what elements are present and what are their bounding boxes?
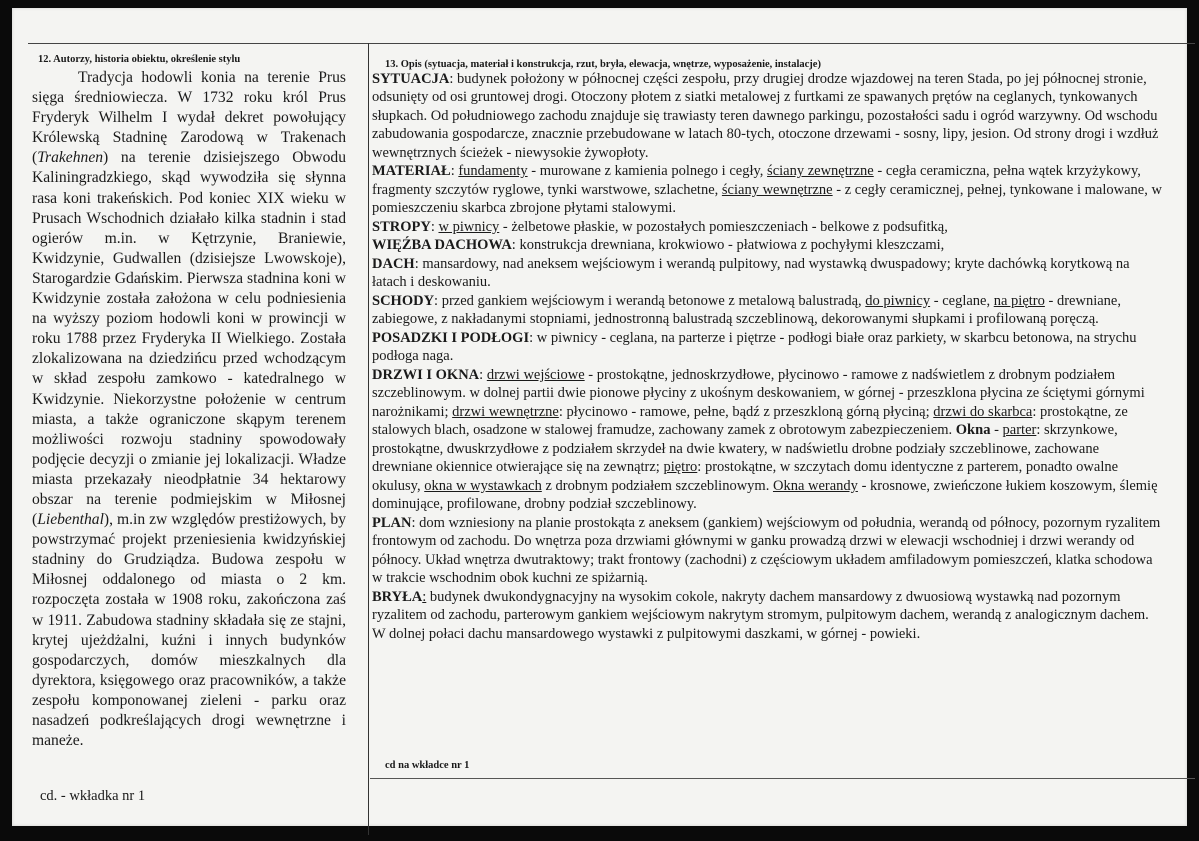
- section-text: -: [990, 422, 1003, 439]
- section-text: : konstrukcja drewniana, krokwiowo - płatwiowa z pochyłymi kleszczami,: [511, 237, 945, 254]
- section-text: : dom wzniesiony na planie prostokąta z aneksem (gankiem) wejściowym od południa, werandą od północy, pozornym ryzalitem frontowym od zachodu. Do wnętrza poza drzwiami głównymi w ganku prowadzą drzwi w elewacji wschodniej i drzwi werandy od północy. Układ wnętrza dwutraktowy; trakt frontowy (zachodni) z częściowym układem amfiladowym pomieszczeń, klatka schodowa w trakcie wschodnim obok kuchni ze spiżarnią.: [372, 514, 1161, 587]
- right-footer: cd na wkładce nr 1: [385, 760, 470, 771]
- bottom-rule: [370, 778, 1195, 779]
- section-text: z drobnym podziałem szczeblinowym.: [541, 477, 773, 494]
- section-text: : skrzynkowe, prostokątne, dwuskrzydłowe z podziałem skrzydeł na dwie kwatery, w nadświetlu drobne podziały szczeblinowe, zachowane drewniane okiennice otwierające się na zewnątrz;: [372, 422, 1118, 476]
- section-text: drzwi wejściowe: [486, 366, 585, 383]
- description-section: [372, 588, 1162, 643]
- description-section: [372, 329, 1162, 366]
- section-label: STROPY: [372, 218, 431, 235]
- description-section: [372, 162, 1162, 217]
- section-text: na piętro: [993, 292, 1045, 309]
- column-divider: [368, 43, 369, 835]
- description-column: [372, 70, 1162, 643]
- section-text: :: [422, 588, 427, 605]
- section-text: piętro: [663, 459, 698, 476]
- section-text: : budynek położony w północnej części zespołu, przy drugiej drodze wjazdowej na teren Stada, po jej północnej stronie, odsunięty od osi gruntowej drogi. Otoczony płotem z siatki metalowej z furtkami ze spawanych prętów na ceglanych, tynkowanych słupkach. Od południowego zachodu znajduje się trawiasty teren dawnego parkingu, pozostałości sadu i ogród warzywny. Od wschodu zabudowania gospodarcze, znacznie przebudowane w latach 80-tych, otoczone drzewami - sosny, lipy, jesion. Od strony drogi i wzdłuż wewnętrznych ścieżek - niewysokie żywopłoty.: [372, 71, 1159, 161]
- section-text: : mansardowy, nad aneksem wejściowym i werandą pulpitowy, nad wystawką dwuspadowy; kryte dachówką korytkową na łatach i deskowaniu.: [372, 255, 1130, 291]
- description-section: [372, 514, 1162, 588]
- section-text: :: [450, 163, 459, 180]
- section-text: - żelbetowe płaskie, w pozostałych pomieszczeniach - belkowe z podsufitką,: [499, 218, 948, 235]
- section-label: DRZWI I OKNA: [372, 366, 480, 383]
- history-column: [32, 68, 346, 751]
- section-label: SCHODY: [372, 292, 435, 309]
- section-text: fundamenty: [458, 163, 528, 180]
- section-text: okna w wystawkach: [424, 477, 542, 494]
- left-footer: cd. - wkładka nr 1: [40, 788, 146, 804]
- section-text: Okna werandy: [772, 477, 858, 494]
- section-text: - z cegły ceramicznej, pełnej, tynkowane i malowane, w pomieszczeniu skarbca zbrojone płytami stalowymi.: [372, 181, 1162, 217]
- section-text: - murowane z kamienia polnego i cegły,: [527, 163, 768, 180]
- section-text: : płycinowo - ramowe, pełne, bądź z przeszkloną górną płyciną;: [558, 403, 934, 420]
- section-text: - krosnowe, zwieńczone łukiem koszowym, ślemię dominujące, profilowane, drobny podział szczeblinowy.: [372, 477, 1158, 513]
- section-text: ściany zewnętrzne: [767, 163, 874, 180]
- right-heading: 13. Opis (sytuacja, materiał i konstrukcja, rzut, bryła, elewacja, wnętrze, wyposażenie, instalacje): [385, 59, 821, 70]
- section-text: : w piwnicy - ceglana, na parterze i piętrze - podłogi białe oraz parkiety, w skarbcu betonowa, na strychu podłoga naga.: [372, 329, 1137, 365]
- history-paragraph: Tradycja hodowli konia na terenie Prus sięga średniowiecza. W 1732 roku król Prus Fryderyk Wilhelm I wydał dekret powołujący Królewską Stadninę Zarodową w Trakenach (Trakehnen) na terenie dzisiejszego Obwodu Kaliningradzkiego, skąd wywodziła się słynna rasa koni trakeńskich. Pod koniec XIX wieku w Prusach Wschodnich działało kilka stadnin i stad ogierów m.in. w Kętrzynie, Braniewie, Kwidzynie, Gudwallen (dzisiejsze Lwowskoje), Starogardzie Gdańskim. Pierwsza stadnina koni w Kwidzynie została założona w celu podniesienia na wyższy poziom hodowli koni w prowincji w roku 1788 przez Fryderyka II Wielkiego. Została zlokalizowana na dziedzińcu przed wchodzącym w skład zespołu zamkowo - katedralnego w Kwidzynie. Niekorzystne położenie w centrum miasta, a także ograniczone skąpym terenem możliwości rozwoju stadniny spowodowały podjęcie decyzji o zmianie jej lokalizacji. Władze miasta przekazały nieodpłatnie 34 hektarowy obszar na terenie podmiejskim w Miłosnej (Liebenthal), m.in zw względów prestiżowych, by powstrzymać projekt przeniesienia kwidzyńskiej stadniny do Grudziądza. Budowa zespołu w Miłosnej oddalonego od miasta o 2 km. rozpoczęta została w 1908 roku, zakończona zaś w 1911. Zabudowa stadniny składała się ze stajni, krytej ujeżdżalni, kuźni i innych budynków gospodarczych, domów mieszkalnych dla dyrektora, księgowego oraz pracowników, a także zespołu komponowanej zieleni - parku oraz nasadzeń podkreślających drogi wewnętrzne i maneże.: [32, 69, 346, 750]
- section-text: - prostokątne, jednoskrzydłowe, płycinowo - ramowe z nadświetlem z drobnym podziałem szczeblinowym. w dolnej partii dwie pionowe płyciny z ukośnym deskowaniem, w górnej - przeszklona płycina ze ściętymi górnymi narożnikami;: [372, 366, 1145, 420]
- description-section: [372, 292, 1162, 329]
- top-rule: [28, 43, 1195, 44]
- section-text: - ceglane,: [930, 292, 994, 309]
- section-text: drzwi wewnętrzne: [452, 403, 559, 420]
- section-label: WIĘŹBA DACHOWA: [372, 237, 512, 254]
- section-label: DACH: [372, 255, 415, 272]
- description-section: [372, 255, 1162, 292]
- section-text: - drewniane, zabiegowe, z nakładanymi stopniami, jednostronną balustradą szczeblinową, dekorowanymi słupkami i profilowaną poręczą.: [372, 292, 1121, 328]
- left-heading: 12. Autorzy, historia obiektu, określenie stylu: [38, 54, 241, 65]
- section-text: :: [479, 366, 487, 383]
- section-text: drzwi do skarbca: [933, 403, 1033, 420]
- section-text: Okna: [955, 422, 991, 439]
- section-text: parter: [1002, 422, 1037, 439]
- description-section: [372, 236, 1162, 254]
- section-label: SYTUACJA: [372, 71, 450, 87]
- section-text: do piwnicy: [865, 292, 931, 309]
- section-label: PLAN: [372, 514, 412, 531]
- section-text: : przed gankiem wejściowym i werandą betonowe z metalową balustradą,: [434, 292, 866, 309]
- section-label: BRYŁA: [372, 588, 423, 605]
- section-text: - cegła ceramiczna, pełna wątek krzyżykowy, fragmenty szczytów ryglowe, tynki warstwowe, szlachetne,: [372, 163, 1141, 198]
- section-text: w piwnicy: [438, 218, 500, 235]
- section-label: MATERIAŁ: [372, 163, 451, 180]
- description-section: [372, 70, 1162, 162]
- section-label: POSADZKI I PODŁOGI: [372, 329, 530, 346]
- description-section: [372, 218, 1162, 236]
- description-section: [372, 366, 1162, 514]
- section-text: :: [430, 218, 439, 235]
- section-text: : prostokątne, w szczytach domu identyczne z parterem, ponadto owalne okulusy,: [372, 459, 1119, 494]
- section-text: ściany wewnętrzne: [721, 181, 833, 198]
- section-text: : prostokątne, ze stalowych blach, osadzone w stalowej framudze, zachowany zamek z obrotowym zabezpieczeniem.: [372, 403, 1128, 439]
- section-text: budynek dwukondygnacyjny na wysokim cokole, nakryty dachem mansardowy z dwuosiową wystawką nad pozornym ryzalitem od zachodu, parterowym gankiem wejściowym nakrytym stromym, pulpitowym dachem, werandą z analogicznym dachem. W dolnej połaci dachu mansardowego wystawki z pulpitowymi daszkami, w górnej - powieki.: [372, 588, 1149, 642]
